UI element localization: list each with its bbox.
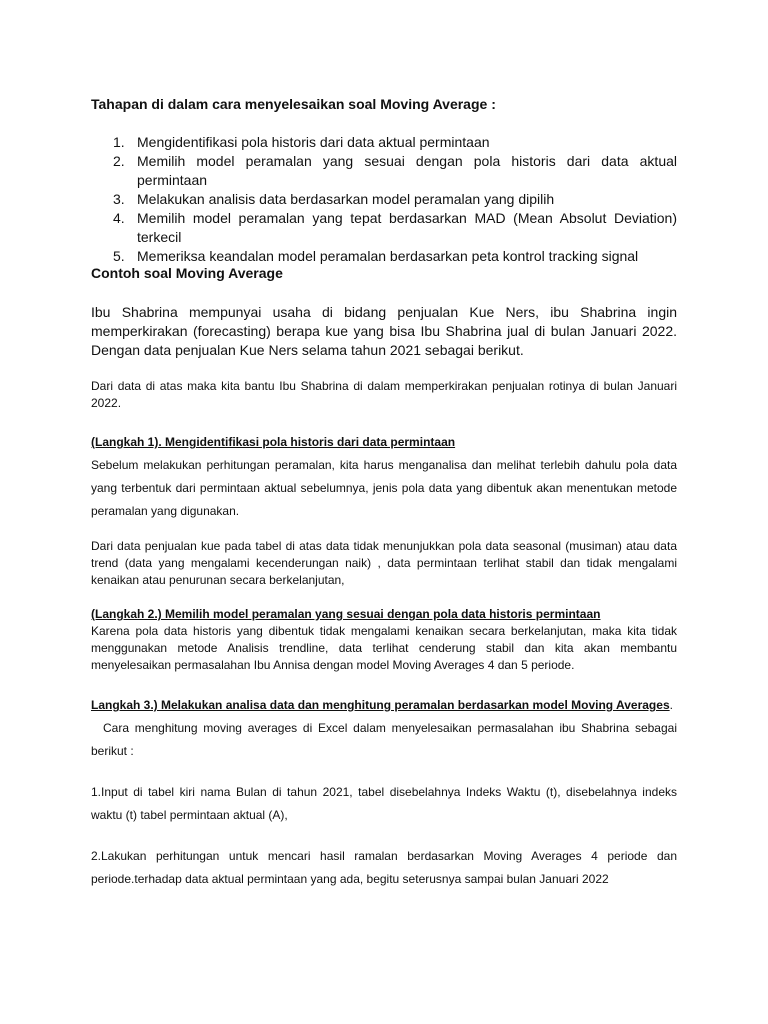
heading-tahapan: Tahapan di dalam cara menyelesaikan soal Moving Average : xyxy=(91,96,496,112)
langkah2-paragraph: Karena pola data historis yang dibentuk tidak mengalami kenaikan secara berkelanjutan, maka kita tidak menggunakan metode Analisis trendline, data terlihat cenderung stabil dan kita akan membantu menyelesaikan permasalahan Ibu Annisa dengan model Moving Averages 4 dan 5 periode. xyxy=(91,624,677,672)
list-item: 4. Memilih model peramalan yang tepat berdasarkan MAD (Mean Absolut Deviation) terkecil xyxy=(113,210,677,245)
steps-list xyxy=(91,133,677,266)
langkah1-title: (Langkah 1). Mengidentifikasi pola historis dari data permintaan xyxy=(91,435,456,449)
langkah1-paragraph: Sebelum melakukan perhitungan peramalan, kita harus menganalisa dan melihat terlebih dahulu pola data yang terbentuk dari permintaan aktual sebelumnya, jenis pola data yang dibentuk akan menentukan metode peramalan yang digunakan. xyxy=(91,458,677,518)
langkah3-step-1: 1.Input di tabel kiri nama Bulan di tahun 2021, tabel disebelahnya Indeks Waktu (t), disebelahnya indeks waktu (t) tabel permintaan aktual (A), xyxy=(91,785,677,822)
list-item: 1. Mengidentifikasi pola historis dari data aktual permintaan xyxy=(113,134,490,150)
langkah3-title: Langkah 3.) Melakukan analisa data dan menghitung peramalan berdasarkan model Moving Averages. xyxy=(91,698,673,712)
intro-paragraph: Ibu Shabrina mempunyai usaha di bidang penjualan Kue Ners, ibu Shabrina ingin memperkirakan (forecasting) berapa kue yang bisa Ibu Shabrina jual di bulan Januari 2022. Dengan data penjualan Kue Ners selama tahun 2021 sebagai berikut. xyxy=(91,304,677,358)
list-item: 2. Memilih model peramalan yang sesuai dengan pola historis dari data aktual permintaan xyxy=(113,153,677,188)
heading-contoh-soal: Contoh soal Moving Average xyxy=(91,265,283,281)
paragraph-dari-data: Dari data di atas maka kita bantu Ibu Shabrina di dalam memperkirakan penjualan rotinya di bulan Januari 2022. xyxy=(91,379,677,410)
list-item: 3. Melakukan analisis data berdasarkan model peramalan yang dipilih xyxy=(113,191,555,207)
langkah3-paragraph: Cara menghitung moving averages di Excel dalam menyelesaikan permasalahan ibu Shabrina sebagai berikut : xyxy=(91,721,677,758)
langkah3-step-2: 2.Lakukan perhitungan untuk mencari hasil ramalan berdasarkan Moving Averages 4 periode dan periode.terhadap data aktual permintaan yang ada, begitu seterusnya sampai bulan Januari 2022 xyxy=(91,849,677,886)
langkah1-paragraph-2: Dari data penjualan kue pada tabel di atas data tidak menunjukkan pola data seasonal (musiman) atau data trend (data yang mengalami kecenderungan naik) , data permintaan terlihat stabil dan tidak mengalami kenaikan atau penurunan secara berkelanjutan, xyxy=(91,539,677,587)
list-item: 5. Memeriksa keandalan model peramalan berdasarkan peta kontrol tracking signal xyxy=(113,248,639,264)
langkah2-title: (Langkah 2.) Memilih model peramalan yang sesuai dengan pola data historis permintaan xyxy=(91,607,601,621)
